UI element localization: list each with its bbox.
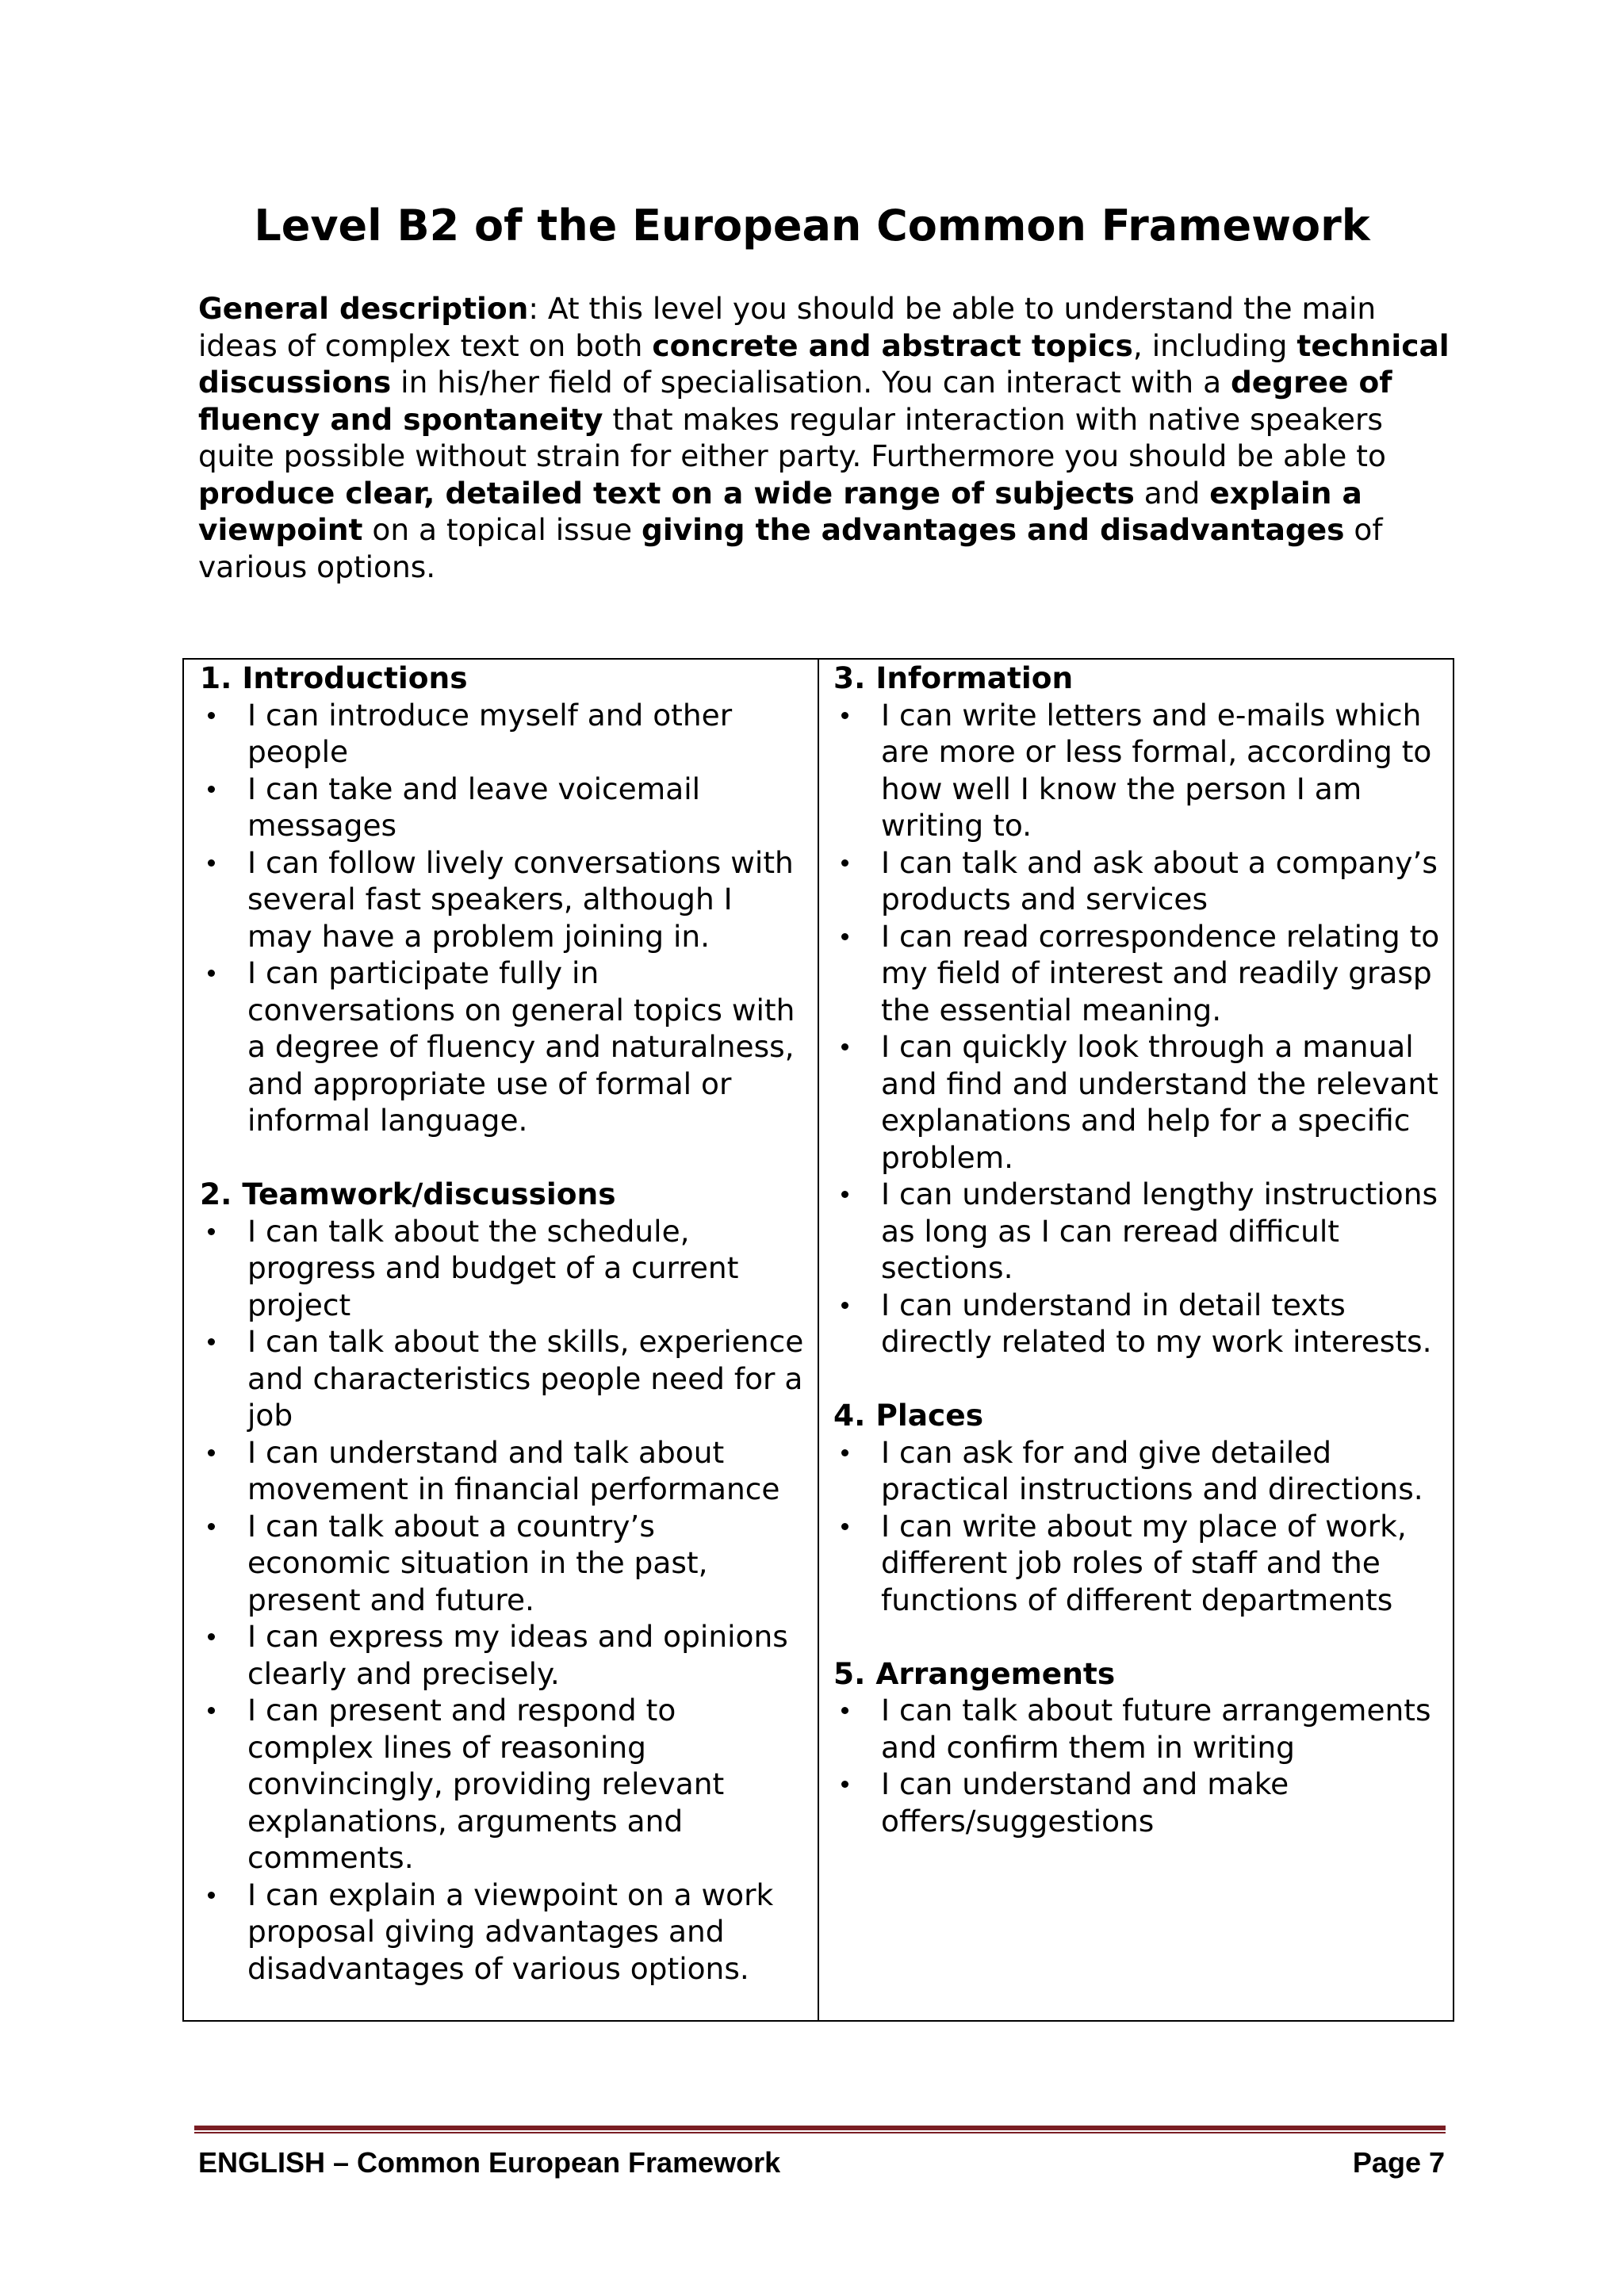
list-item: I can understand and talk about movement in financial performance: [200, 1434, 806, 1508]
list-item: I can write letters and e-mails which are more or less formal, according to how well I know the person I am writing to.: [833, 697, 1442, 844]
list-item: I can talk about a country’s economic situation in the past, present and future.: [200, 1508, 806, 1619]
description-emphasis: explain a viewpoint: [198, 475, 1362, 547]
page-title: Level B2 of the European Common Framework: [254, 201, 1370, 251]
list-item: I can present and respond to complex lines of reasoning convincingly, providing relevant explanations, arguments and comments.: [200, 1692, 806, 1877]
general-description: [198, 290, 1451, 585]
section-title: 5. Arrangements: [833, 1655, 1116, 1691]
list-item: I can understand and make offers/suggestions: [833, 1766, 1442, 1839]
list-item: I can ask for and give detailed practical instructions and directions.: [833, 1434, 1442, 1508]
table-column-right: [819, 660, 1453, 2020]
description-text: in his/her field of specialisation. You can interact with a: [391, 365, 1231, 400]
section: [833, 1655, 1442, 1840]
section: [833, 660, 1442, 1360]
description-emphasis: degree of fluency and spontaneity: [198, 365, 1392, 437]
footer-rule: [194, 2126, 1446, 2135]
footer-page-number: Page 7: [1352, 2146, 1445, 2179]
list-item: I can explain a viewpoint on a work proposal giving advantages and disadvantages of various options.: [200, 1877, 806, 1988]
bullet-list: [833, 1434, 1442, 1619]
list-item: I can follow lively conversations with several fast speakers, although I may have a problem joining in.: [200, 844, 806, 955]
description-emphasis: technical discussions: [198, 327, 1450, 400]
description-text: and: [1134, 475, 1210, 511]
description-text: of various options.: [198, 512, 1383, 584]
description-text: that makes regular interaction with native speakers quite possible without strain for either party. Furthermore you should be able to: [198, 401, 1386, 473]
description-text: on a topical issue: [362, 512, 642, 547]
bullet-list: [833, 1692, 1442, 1839]
footer-document-title: ENGLISH – Common European Framework: [198, 2146, 781, 2179]
list-item: I can quickly look through a manual and find and understand the relevant explanations and help for a specific problem.: [833, 1028, 1442, 1176]
description-emphasis: General description: [198, 291, 529, 326]
list-item: I can express my ideas and opinions clearly and precisely.: [200, 1618, 806, 1692]
bullet-list: [833, 697, 1442, 1360]
description-emphasis: giving the advantages and disadvantages: [641, 512, 1345, 547]
list-item: I can introduce myself and other people: [200, 697, 806, 771]
section: [833, 1397, 1442, 1618]
list-item: I can take and leave voicemail messages: [200, 771, 806, 844]
description-text: : At this level you should be able to understand the main ideas of complex text on both: [198, 291, 1377, 363]
list-item: I can write about my place of work, different job roles of staff and the functions of different departments: [833, 1508, 1442, 1619]
section: [200, 1176, 806, 1987]
list-item: I can talk about the skills, experience and characteristics people need for a job: [200, 1323, 806, 1434]
bullet-list: [200, 1213, 806, 1988]
list-item: I can participate fully in conversations on general topics with a degree of fluency and naturalness, and appropriate use of formal or informal language.: [200, 955, 806, 1139]
section: [200, 660, 806, 1139]
list-item: I can talk about the schedule, progress and budget of a current project: [200, 1213, 806, 1324]
competency-table: [182, 658, 1454, 2022]
footer-rule-thin: [194, 2132, 1446, 2133]
list-item: I can talk and ask about a company’s products and services: [833, 844, 1442, 918]
section-title: 4. Places: [833, 1398, 984, 1433]
list-item: I can understand lengthy instructions as long as I can reread difficult sections.: [833, 1176, 1442, 1287]
description-emphasis: concrete and abstract topics: [652, 327, 1133, 363]
bullet-list: [200, 697, 806, 1139]
list-item: I can talk about future arrangements and confirm them in writing: [833, 1692, 1442, 1766]
section-title: 3. Information: [833, 660, 1074, 695]
description-text: , including: [1132, 327, 1297, 363]
footer-rule-thick: [194, 2126, 1446, 2130]
section-title: 1. Introductions: [200, 660, 468, 695]
table-column-left: [184, 660, 819, 2020]
list-item: I can read correspondence relating to my field of interest and readily grasp the essential meaning.: [833, 918, 1442, 1029]
section-title: 2. Teamwork/discussions: [200, 1177, 616, 1211]
description-emphasis: produce clear, detailed text on a wide range of subjects: [198, 475, 1135, 511]
list-item: I can understand in detail texts directly related to my work interests.: [833, 1287, 1442, 1360]
